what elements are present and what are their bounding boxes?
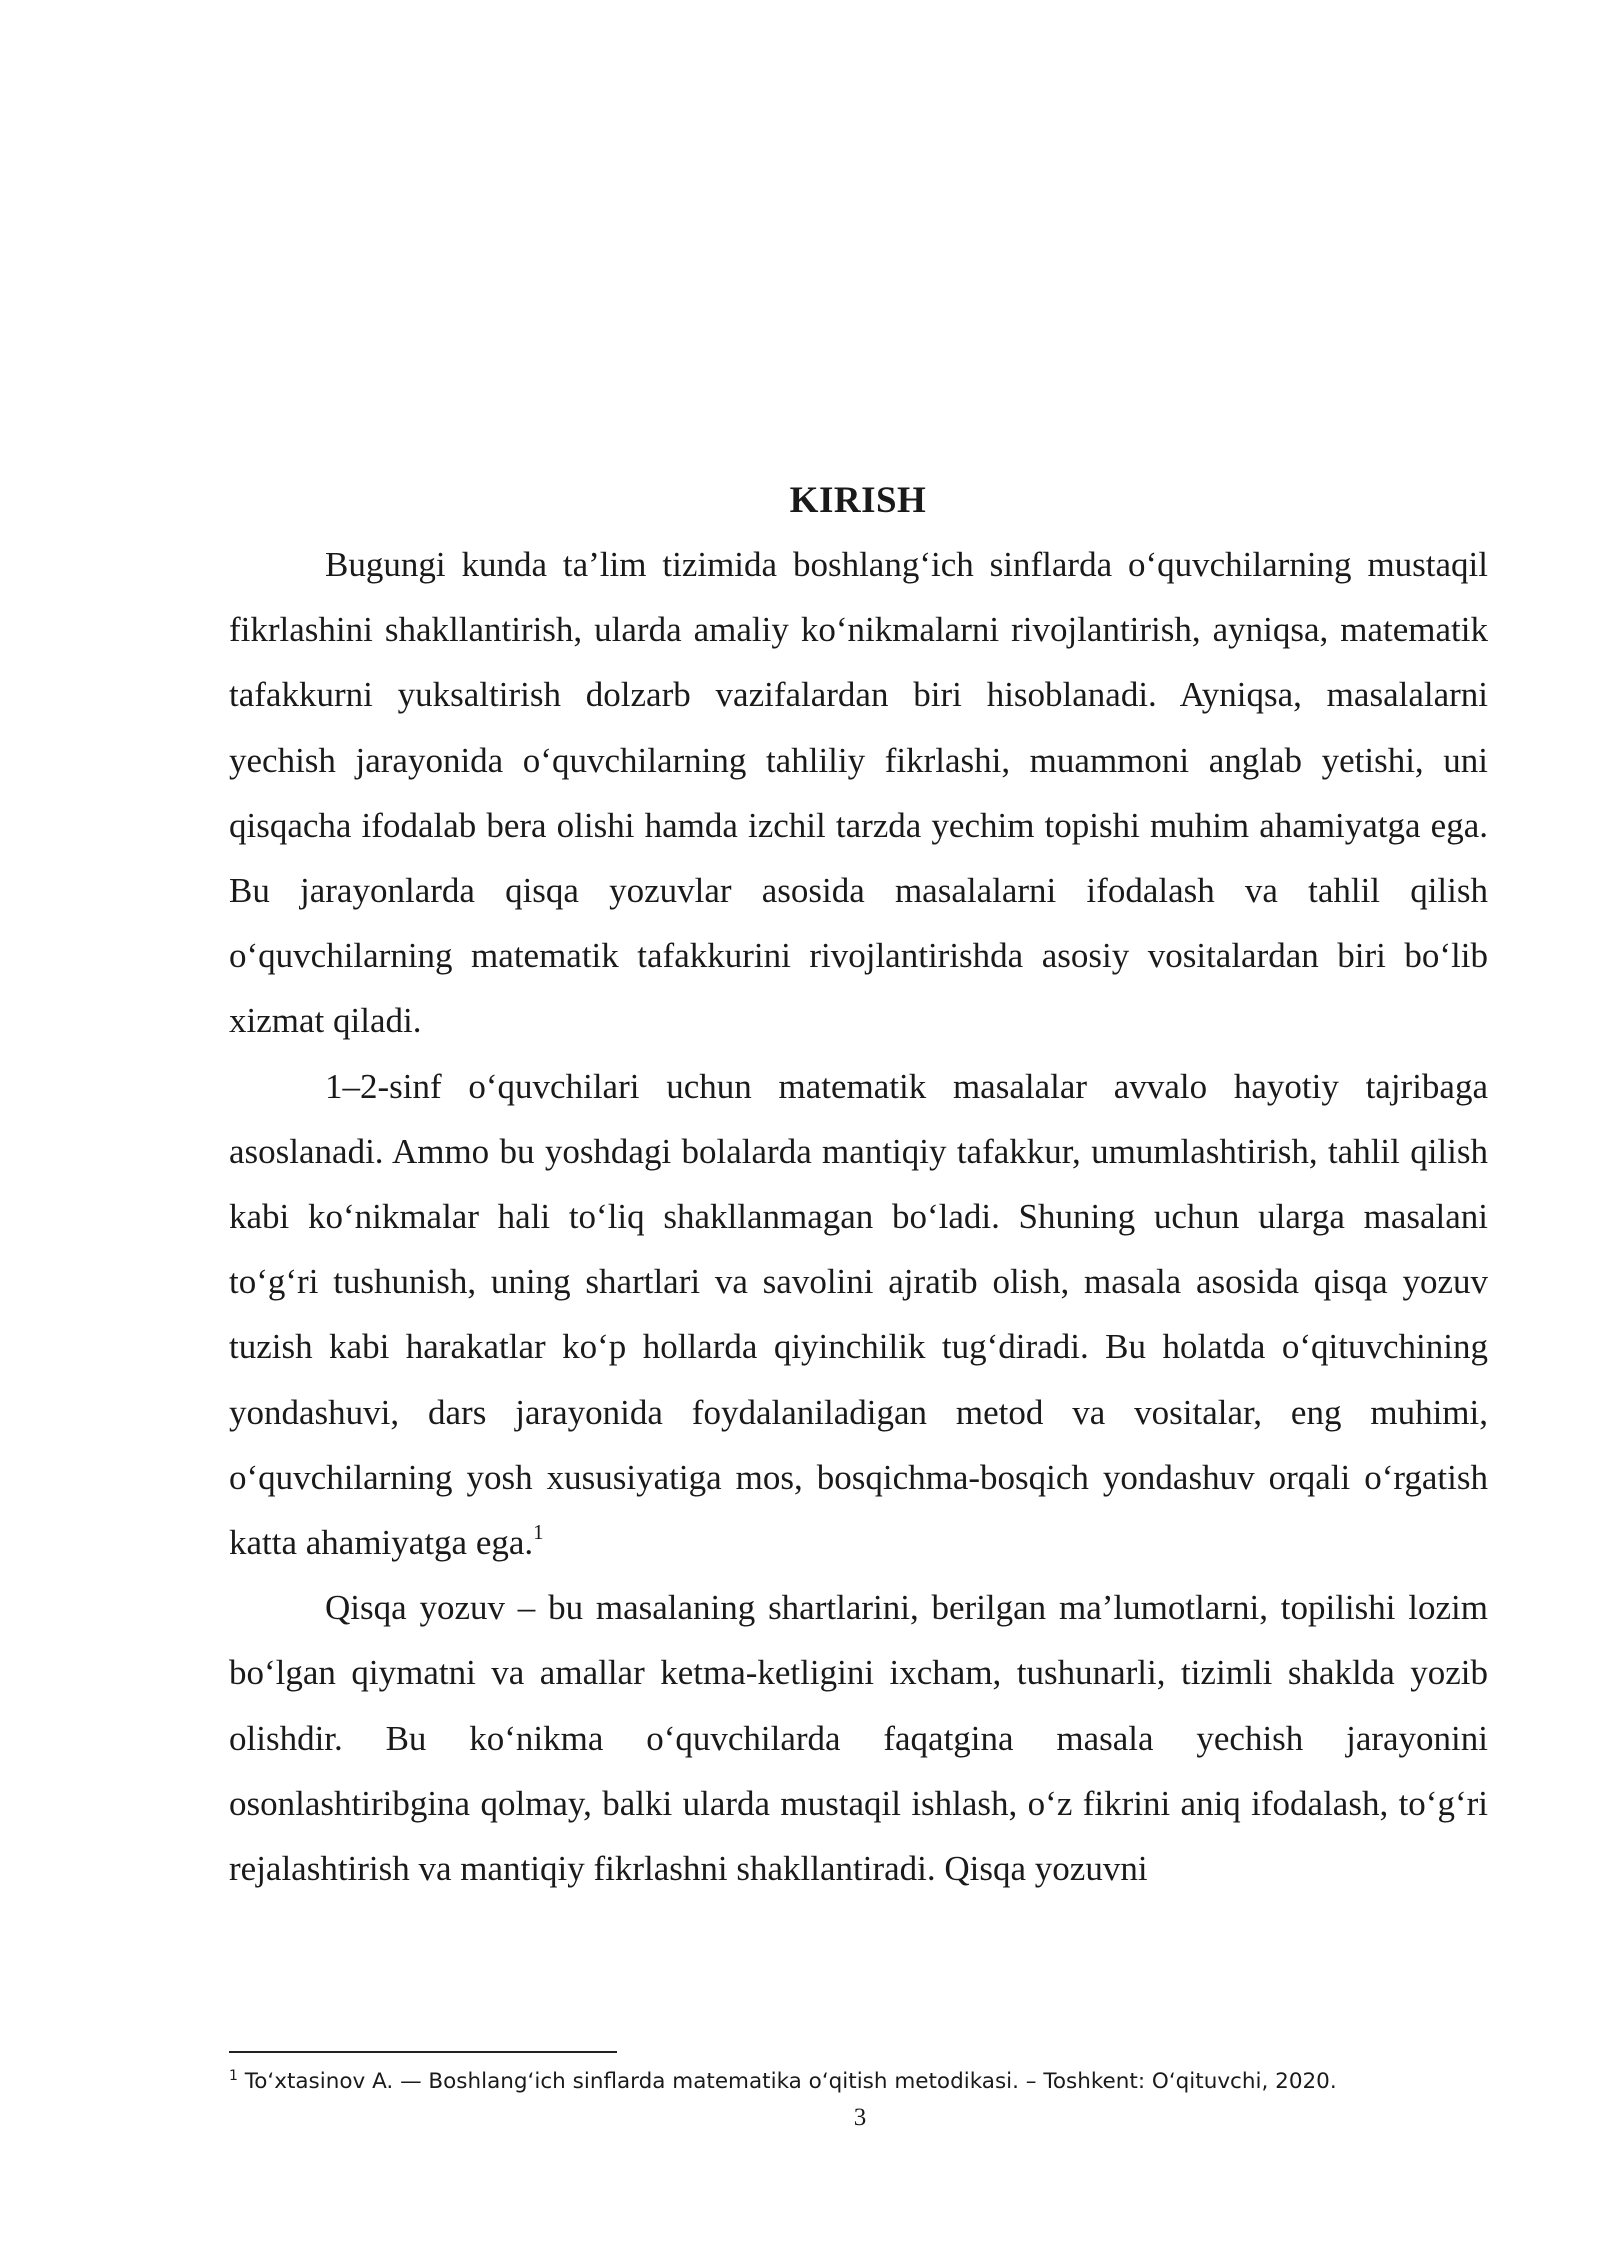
footnote-marker: 1 [229,2068,238,2084]
paragraph-2-text: 1–2-sinf o‘quvchilari uchun matematik masalalar avvalo hayotiy tajribaga asoslanadi. Ammo bu yoshdagi bolalarda mantiqiy tafakkur, umumlashtirish, tahlil qilish kabi ko‘nikmalar hali to‘liq shakllanmagan bo‘ladi. Shuning uchun ularga masalani to‘g‘ri tushunish, uning shartlari va savolini ajratib olish, masala asosida qisqa yozuv tuzish kabi harakatlar ko‘p hollarda qiyinchilik tug‘diradi. Bu holatda o‘qituvchining yondashuvi, dars jarayonida foydalaniladigan metod va vositalar, eng muhimi, o‘quvchilarning yosh xususiyatiga mos, bosqichma-bosqich yondashuv orqali o‘rgatish katta ahamiyatga ega. [229,1066,1488,1563]
paragraph-3: Qisqa yozuv – bu masalaning shartlarini, berilgan ma’lumotlarni, topilishi lozim bo‘lgan qiymatni va amallar ketma-ketligini ixcham, tushunarli, tizimli shaklda yozib olishdir. Bu ko‘nikma o‘quvchilarda faqatgina masala yechish jarayonini osonlashtiribgina qolmay, balki ularda mustaqil ishlash, o‘z fikrini aniq ifodalash, to‘g‘ri rejalashtirish va mantiqiy fikrlashni shakllantiradi. Qisqa yozuvni [229,1588,1488,1889]
footnote [229,2066,1529,2098]
body-text [229,532,1488,1901]
section-heading: KIRISH [789,480,927,521]
footnote-reference[interactable]: 1 [533,1520,544,1545]
paragraph-2 [229,1054,1488,1576]
footnote-text: To‘xtasinov A. — Boshlang‘ich sinflarda matematika o‘qitish metodikasi. – Toshkent: O‘qituvchi, 2020. [237,2069,1337,2094]
footnote-separator [229,2051,617,2053]
paragraph-1: Bugungi kunda ta’lim tizimida boshlang‘ich sinflarda o‘quvchilarning mustaqil fikrlashini shakllantirish, ularda amaliy ko‘nikmalarni rivojlantirish, ayniqsa, matematik tafakkurni yuksaltirish dolzarb vazifalardan biri hisoblanadi. Ayniqsa, masalalarni yechish jarayonida o‘quvchilarning tahliliy fikrlashi, muammoni anglab yetishi, uni qisqacha ifodalab bera olishi hamda izchil tarzda yechim topishi muhim ahamiyatga ega. Bu jarayonlarda qisqa yozuvlar asosida masalalarni ifodalash va tahlil qilish o‘quvchilarning matematik tafakkurini rivojlantirishda asosiy vositalardan biri bo‘lib xizmat qiladi. [229,545,1488,1041]
page-number: 3 [853,2104,867,2131]
